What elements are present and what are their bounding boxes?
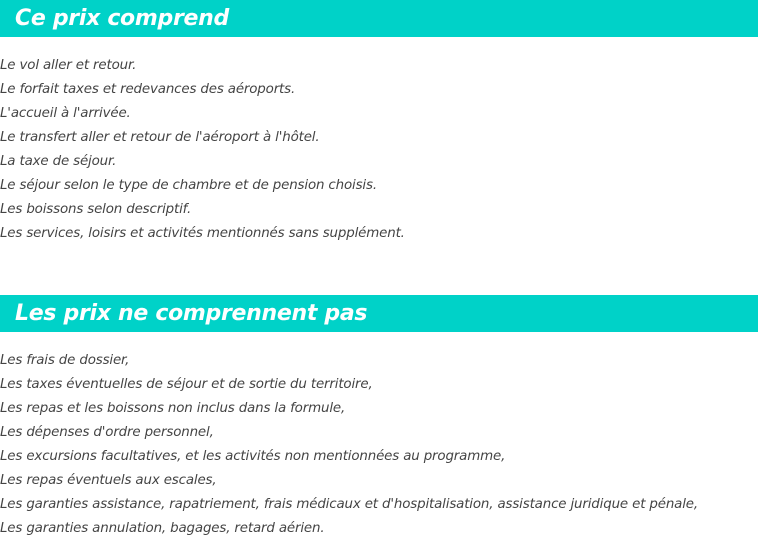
included-title: Ce prix comprend (15, 5, 229, 31)
excluded-section (0, 295, 758, 541)
excluded-item: Les repas éventuels aux escales, (0, 473, 217, 488)
included-item: Le forfait taxes et redevances des aéroports. (0, 82, 296, 97)
excluded-item: Les frais de dossier, (0, 353, 130, 368)
excluded-item: Les taxes éventuelles de séjour et de sortie du territoire, (0, 377, 373, 392)
included-item: La taxe de séjour. (0, 154, 117, 169)
included-item: L'accueil à l'arrivée. (0, 106, 131, 121)
included-item: Le séjour selon le type de chambre et de pension choisis. (0, 178, 377, 193)
included-section (0, 0, 758, 246)
excluded-list (0, 332, 758, 541)
excluded-item: Les garanties annulation, bagages, retard aérien. (0, 521, 325, 536)
included-header-banner (0, 0, 758, 37)
included-item: Les services, loisirs et activités mentionnés sans supplément. (0, 226, 405, 241)
excluded-header-banner (0, 295, 758, 332)
included-list (0, 37, 758, 246)
excluded-title: Les prix ne comprennent pas (15, 300, 368, 326)
excluded-item: Les garanties assistance, rapatriement, frais médicaux et d'hospitalisation, assistance juridique et pénale, (0, 497, 698, 512)
included-item: Les boissons selon descriptif. (0, 202, 192, 217)
excluded-item: Les excursions facultatives, et les activités non mentionnées au programme, (0, 449, 506, 464)
included-item: Le transfert aller et retour de l'aéroport à l'hôtel. (0, 130, 320, 145)
included-item: Le vol aller et retour. (0, 58, 137, 73)
excluded-item: Les dépenses d'ordre personnel, (0, 425, 214, 440)
excluded-item: Les repas et les boissons non inclus dans la formule, (0, 401, 346, 416)
